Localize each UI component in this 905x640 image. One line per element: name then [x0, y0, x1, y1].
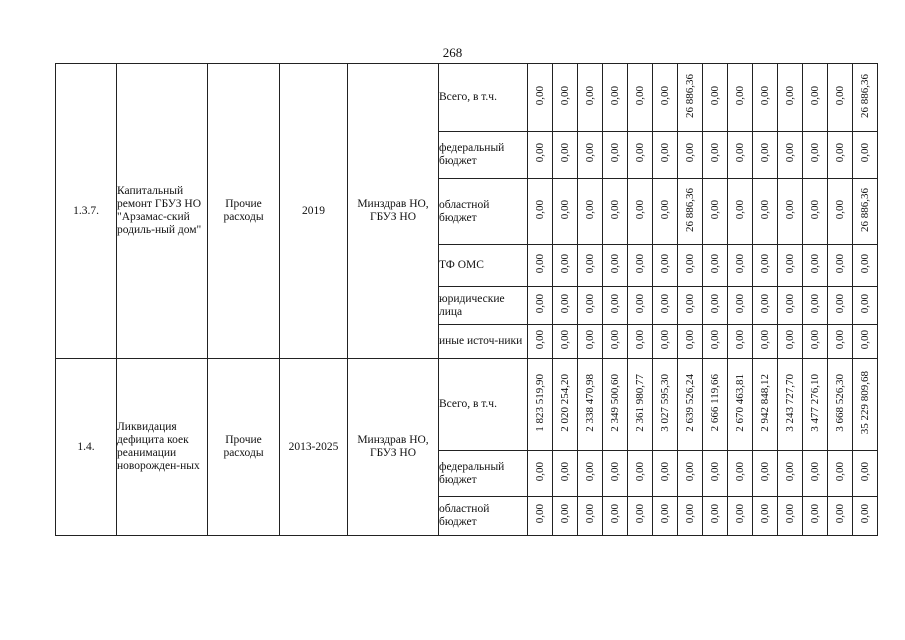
value-text: 0,00 [534, 461, 546, 482]
value-text: 0,00 [734, 253, 746, 274]
value-text: 0,00 [834, 293, 846, 314]
value-text: 0,00 [634, 143, 646, 163]
value-cell [578, 64, 603, 132]
value-cell [703, 64, 728, 132]
value-text: 2 349 500,60 [609, 373, 621, 432]
funding-source: Всего, в т.ч. [439, 359, 528, 451]
value-text: 0,00 [709, 253, 721, 274]
value-cell [528, 497, 553, 536]
value-text: 0,00 [584, 199, 596, 220]
value-cell [778, 359, 803, 451]
value-text: 0,00 [759, 293, 771, 314]
value-cell [853, 325, 878, 359]
value-cell [603, 245, 628, 287]
value-cell [653, 64, 678, 132]
value-text: 0,00 [634, 329, 646, 350]
value-text: 0,00 [784, 199, 796, 220]
value-cell [803, 451, 828, 497]
value-text: 0,00 [609, 85, 621, 106]
value-text: 0,00 [534, 329, 546, 350]
value-text: 26 886,36 [684, 73, 696, 118]
value-text: 0,00 [784, 85, 796, 106]
value-cell [578, 325, 603, 359]
value-text: 0,00 [734, 199, 746, 220]
value-cell [678, 132, 703, 179]
value-text: 0,00 [609, 461, 621, 482]
value-cell [603, 287, 628, 325]
value-cell [628, 287, 653, 325]
value-text: 0,00 [534, 143, 546, 163]
value-text: 2 666 119,66 [709, 373, 721, 432]
value-text: 0,00 [784, 329, 796, 350]
value-text: 0,00 [634, 199, 646, 220]
value-text: 0,00 [534, 199, 546, 220]
value-text: 0,00 [559, 461, 571, 482]
value-text: 0,00 [734, 143, 746, 163]
value-text: 0,00 [534, 504, 546, 524]
value-cell [828, 64, 853, 132]
value-text: 0,00 [684, 329, 696, 350]
value-text: 0,00 [834, 504, 846, 524]
value-text: 0,00 [859, 253, 871, 274]
value-text: 0,00 [859, 143, 871, 163]
value-text: 0,00 [609, 199, 621, 220]
value-cell [628, 451, 653, 497]
funding-source: иные источ-ники [439, 325, 528, 359]
value-text: 0,00 [534, 253, 546, 274]
value-text: 0,00 [834, 329, 846, 350]
value-cell [728, 179, 753, 245]
funding-source: ТФ ОМС [439, 245, 528, 287]
value-text: 0,00 [784, 253, 796, 274]
value-text: 0,00 [634, 461, 646, 482]
value-text: 26 886,36 [859, 73, 871, 118]
value-cell [628, 179, 653, 245]
value-cell [528, 132, 553, 179]
value-cell [778, 245, 803, 287]
value-text: 0,00 [709, 85, 721, 106]
value-text: 0,00 [659, 461, 671, 482]
value-text: 0,00 [759, 461, 771, 482]
value-cell [728, 132, 753, 179]
value-cell [553, 132, 578, 179]
value-text: 0,00 [684, 253, 696, 274]
value-text: 0,00 [584, 293, 596, 314]
value-cell [528, 245, 553, 287]
value-cell [603, 179, 628, 245]
value-text: 0,00 [559, 504, 571, 524]
expense-type: Прочие расходы [208, 359, 280, 536]
value-cell [803, 132, 828, 179]
value-cell [678, 64, 703, 132]
value-cell [603, 497, 628, 536]
value-cell [553, 497, 578, 536]
value-cell [753, 179, 778, 245]
value-cell [528, 325, 553, 359]
value-text: 0,00 [759, 85, 771, 106]
value-text: 3 668 526,30 [834, 373, 846, 432]
table-row [56, 359, 878, 451]
value-cell [678, 325, 703, 359]
value-cell [678, 287, 703, 325]
value-text: 0,00 [584, 461, 596, 482]
value-cell [578, 245, 603, 287]
value-text: 0,00 [684, 461, 696, 482]
value-text: 0,00 [709, 199, 721, 220]
item-name: Капитальный ремонт ГБУЗ НО "Арзамас-ский родиль-ный дом" [117, 64, 208, 359]
value-cell [628, 132, 653, 179]
value-cell [853, 497, 878, 536]
value-cell [653, 287, 678, 325]
value-text: 35 229 809,68 [859, 370, 871, 435]
value-cell [728, 497, 753, 536]
value-cell [828, 179, 853, 245]
value-text: 0,00 [734, 329, 746, 350]
value-text: 0,00 [859, 461, 871, 482]
value-cell [653, 132, 678, 179]
value-text: 2 670 463,81 [734, 373, 746, 432]
value-cell [703, 497, 728, 536]
funding-source: областной бюджет [439, 179, 528, 245]
value-cell [578, 179, 603, 245]
value-cell [853, 179, 878, 245]
value-cell [628, 325, 653, 359]
value-text: 0,00 [659, 504, 671, 524]
value-text: 0,00 [809, 293, 821, 314]
value-cell [853, 64, 878, 132]
value-cell [578, 132, 603, 179]
value-text: 0,00 [759, 504, 771, 524]
value-cell [828, 287, 853, 325]
value-cell [753, 287, 778, 325]
value-text: 0,00 [809, 143, 821, 163]
value-cell [628, 359, 653, 451]
value-cell [853, 287, 878, 325]
value-cell [703, 359, 728, 451]
value-text: 0,00 [709, 461, 721, 482]
value-text: 2 361 980,77 [634, 373, 646, 432]
value-cell [853, 245, 878, 287]
value-cell [528, 179, 553, 245]
value-cell [628, 497, 653, 536]
value-cell [703, 179, 728, 245]
value-cell [828, 497, 853, 536]
value-cell [678, 497, 703, 536]
value-cell [528, 451, 553, 497]
value-text: 0,00 [659, 85, 671, 106]
value-text: 0,00 [684, 293, 696, 314]
value-cell [578, 497, 603, 536]
value-text: 0,00 [734, 293, 746, 314]
value-text: 0,00 [659, 293, 671, 314]
value-cell [728, 245, 753, 287]
value-cell [753, 132, 778, 179]
value-cell [778, 179, 803, 245]
value-text: 0,00 [584, 504, 596, 524]
value-text: 0,00 [534, 293, 546, 314]
value-text: 0,00 [709, 293, 721, 314]
value-cell [553, 64, 578, 132]
value-cell [853, 132, 878, 179]
expense-type: Прочие расходы [208, 64, 280, 359]
value-text: 3 477 276,10 [809, 373, 821, 432]
value-cell [553, 451, 578, 497]
value-cell [803, 179, 828, 245]
value-text: 0,00 [584, 143, 596, 163]
value-cell [828, 325, 853, 359]
value-text: 0,00 [634, 85, 646, 106]
value-text: 2 942 848,12 [759, 373, 771, 432]
budget-table [55, 63, 873, 535]
value-text: 0,00 [784, 504, 796, 524]
value-text: 0,00 [734, 461, 746, 482]
period: 2019 [280, 64, 348, 359]
value-text: 0,00 [634, 504, 646, 524]
executor: Минздрав НО, ГБУЗ НО [348, 64, 439, 359]
value-cell [728, 287, 753, 325]
value-text: 0,00 [684, 143, 696, 163]
value-text: 2 338 470,98 [584, 373, 596, 432]
value-text: 26 886,36 [684, 187, 696, 232]
value-text: 0,00 [859, 504, 871, 524]
value-cell [703, 245, 728, 287]
value-text: 0,00 [609, 253, 621, 274]
value-cell [753, 451, 778, 497]
value-text: 0,00 [784, 461, 796, 482]
value-cell [753, 359, 778, 451]
value-cell [628, 245, 653, 287]
funding-source: федеральный бюджет [439, 451, 528, 497]
value-cell [803, 287, 828, 325]
value-cell [728, 359, 753, 451]
value-text: 0,00 [559, 293, 571, 314]
value-cell [703, 132, 728, 179]
funding-source: областной бюджет [439, 497, 528, 536]
value-cell [728, 451, 753, 497]
value-cell [653, 325, 678, 359]
period: 2013-2025 [280, 359, 348, 536]
value-text: 3 027 595,30 [659, 373, 671, 432]
funding-source: Всего, в т.ч. [439, 64, 528, 132]
executor: Минздрав НО, ГБУЗ НО [348, 359, 439, 536]
value-text: 0,00 [809, 253, 821, 274]
value-text: 0,00 [809, 504, 821, 524]
value-cell [603, 64, 628, 132]
value-cell [528, 64, 553, 132]
value-text: 0,00 [759, 199, 771, 220]
value-text: 0,00 [834, 253, 846, 274]
value-text: 0,00 [734, 504, 746, 524]
value-text: 0,00 [684, 504, 696, 524]
value-cell [578, 287, 603, 325]
value-cell [603, 132, 628, 179]
value-text: 0,00 [559, 143, 571, 163]
value-cell [553, 325, 578, 359]
value-text: 0,00 [709, 329, 721, 350]
value-cell [778, 497, 803, 536]
value-cell [703, 451, 728, 497]
value-cell [803, 245, 828, 287]
value-cell [778, 287, 803, 325]
value-cell [803, 325, 828, 359]
value-cell [678, 179, 703, 245]
value-cell [778, 325, 803, 359]
value-cell [578, 359, 603, 451]
value-text: 0,00 [834, 199, 846, 220]
value-text: 0,00 [834, 143, 846, 163]
value-text: 0,00 [859, 329, 871, 350]
value-text: 0,00 [809, 461, 821, 482]
value-cell [603, 451, 628, 497]
value-cell [828, 132, 853, 179]
value-cell [603, 325, 628, 359]
value-text: 0,00 [584, 85, 596, 106]
value-cell [703, 287, 728, 325]
value-text: 0,00 [559, 199, 571, 220]
value-text: 0,00 [759, 253, 771, 274]
value-cell [803, 359, 828, 451]
value-text: 0,00 [809, 199, 821, 220]
value-cell [653, 359, 678, 451]
value-cell [553, 287, 578, 325]
value-cell [553, 245, 578, 287]
value-text: 0,00 [584, 329, 596, 350]
value-text: 26 886,36 [859, 187, 871, 232]
value-cell [653, 179, 678, 245]
value-cell [653, 451, 678, 497]
value-text: 0,00 [759, 329, 771, 350]
value-cell [678, 359, 703, 451]
value-text: 0,00 [659, 253, 671, 274]
value-cell [828, 359, 853, 451]
value-text: 0,00 [609, 329, 621, 350]
value-cell [603, 359, 628, 451]
value-text: 0,00 [734, 85, 746, 106]
value-cell [753, 325, 778, 359]
value-cell [753, 245, 778, 287]
value-text: 0,00 [534, 85, 546, 106]
value-cell [803, 64, 828, 132]
value-text: 0,00 [584, 253, 596, 274]
value-cell [678, 451, 703, 497]
value-text: 3 243 727,70 [784, 373, 796, 432]
value-cell [653, 497, 678, 536]
value-text: 0,00 [559, 85, 571, 106]
value-text: 2 020 254,20 [559, 373, 571, 432]
value-text: 0,00 [659, 199, 671, 220]
funding-source: федеральный бюджет [439, 132, 528, 179]
value-cell [578, 451, 603, 497]
value-text: 0,00 [784, 293, 796, 314]
budget-table-grid [55, 63, 878, 536]
value-text: 0,00 [709, 504, 721, 524]
value-cell [553, 179, 578, 245]
value-text: 0,00 [634, 253, 646, 274]
value-cell [703, 325, 728, 359]
value-text: 0,00 [659, 143, 671, 163]
value-text: 0,00 [659, 329, 671, 350]
value-cell [853, 359, 878, 451]
value-cell [778, 132, 803, 179]
value-cell [728, 64, 753, 132]
value-cell [678, 245, 703, 287]
funding-source: юридические лица [439, 287, 528, 325]
value-cell [853, 451, 878, 497]
value-text: 0,00 [634, 293, 646, 314]
value-cell [778, 64, 803, 132]
value-text: 0,00 [609, 504, 621, 524]
page-number: 268 [442, 45, 463, 60]
item-code: 1.4. [56, 359, 117, 536]
item-name: Ликвидация дефицита коек реанимации новорожден-ных [117, 359, 208, 536]
value-cell [528, 287, 553, 325]
table-row [56, 64, 878, 132]
value-cell [753, 497, 778, 536]
value-text: 0,00 [559, 329, 571, 350]
value-text: 0,00 [809, 85, 821, 106]
value-text: 0,00 [809, 329, 821, 350]
value-text: 0,00 [784, 143, 796, 163]
value-cell [528, 359, 553, 451]
value-text: 2 639 526,24 [684, 373, 696, 432]
value-cell [828, 451, 853, 497]
value-cell [653, 245, 678, 287]
value-cell [828, 245, 853, 287]
value-text: 0,00 [709, 143, 721, 163]
value-cell [628, 64, 653, 132]
value-text: 0,00 [609, 143, 621, 163]
value-text: 0,00 [609, 293, 621, 314]
value-text: 0,00 [834, 85, 846, 106]
value-cell [753, 64, 778, 132]
item-code: 1.3.7. [56, 64, 117, 359]
value-text: 0,00 [859, 293, 871, 314]
value-text: 0,00 [759, 143, 771, 163]
value-text: 0,00 [834, 461, 846, 482]
value-cell [803, 497, 828, 536]
value-text: 1 823 519,90 [534, 373, 546, 432]
value-text: 0,00 [559, 253, 571, 274]
value-cell [728, 325, 753, 359]
value-cell [553, 359, 578, 451]
value-cell [778, 451, 803, 497]
